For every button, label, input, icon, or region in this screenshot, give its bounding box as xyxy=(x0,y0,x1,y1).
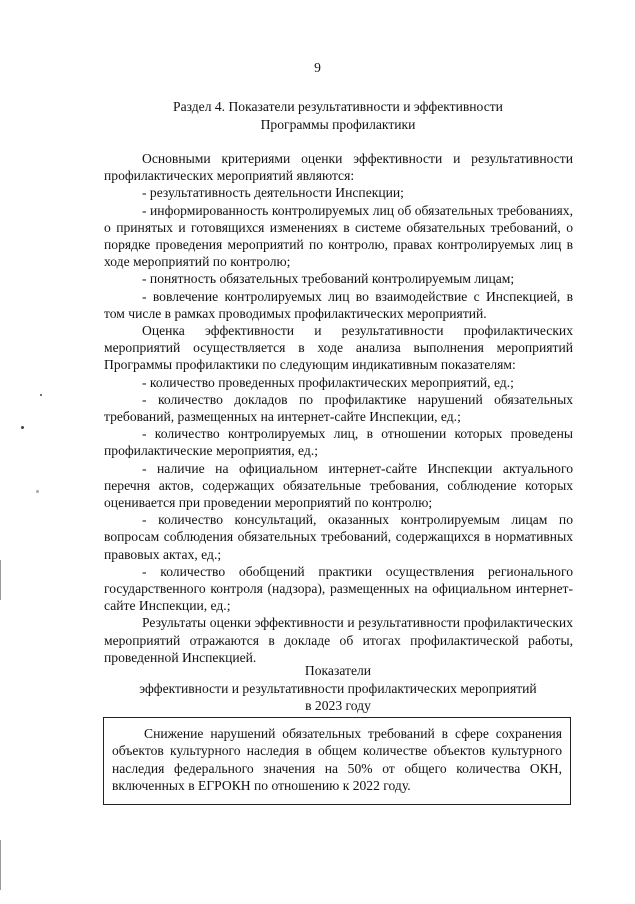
paragraph-indicators-intro: Оценка эффективности и результативности профилактических мероприятий осуществляется в ходе анализа выполнения мероприятий Программы профилактики по следующим индикативным показателям: xyxy=(104,323,573,373)
target-box xyxy=(103,717,571,805)
body-text xyxy=(104,150,573,666)
list-item-indicator: - количество докладов по профилактике нарушений обязательных требований, размещенных на интернет-сайте Инспекции, ед.; xyxy=(104,391,573,425)
indicators-title-line-2: эффективности и результативности профилактических мероприятий xyxy=(139,680,537,696)
list-item-criteria: - понятность обязательных требований контролируемым лицам; xyxy=(142,271,515,287)
section-title xyxy=(102,98,574,133)
indicators-title xyxy=(102,662,574,715)
section-title-line-2: Программы профилактики xyxy=(260,116,416,132)
scan-edge-line xyxy=(0,840,1,890)
list-item-criteria: - результативность деятельности Инспекции; xyxy=(142,185,404,201)
list-item-indicator: - количество контролируемых лиц, в отношении которых проведены профилактические мероприятия, ед.; xyxy=(104,426,573,459)
page-number: 9 xyxy=(314,60,321,75)
scan-dot xyxy=(21,426,24,429)
list-item-criteria: - информированность контролируемых лиц об обязательных требованиях, о принятых и готовящихся изменениях в системе обязательных требований, о порядке проведения мероприятий по контролю, правах контролируемых лиц в ходе мероприятий по контролю; xyxy=(104,202,573,270)
list-item-indicator: - количество консультаций, оказанных контролируемым лицам по вопросам соблюдения обязательных требований, содержащихся в нормативных правовых актах, ед.; xyxy=(104,512,573,562)
list-item-indicator: - наличие на официальном интернет-сайте Инспекции актуального перечня актов, содержащих обязательные требования, соблюдение которых оценивается при проведении мероприятий по контролю; xyxy=(104,460,573,511)
list-item-criteria: - вовлечение контролируемых лиц во взаимодействие с Инспекцией, в том числе в рамках проводимых профилактических мероприятий. xyxy=(104,288,573,321)
paragraph-results: Результаты оценки эффективности и результативности профилактических мероприятий отражаются в докладе об итогах профилактической работы, проведенной Инспекцией. xyxy=(104,615,573,665)
target-box-text: Снижение нарушений обязательных требований в сфере сохранения объектов культурного наследия в общем количестве объектов культурного наследия федерального значения на 50% от общего количества ОКН, включенных в ЕГРОКН по отношению к 2022 году. xyxy=(112,726,562,794)
list-item-indicator: - количество обобщений практики осуществления регионального государственного контроля (надзора), размещенных на официальном интернет-сайте Инспекции, ед.; xyxy=(104,563,573,614)
list-item-indicator: - количество проведенных профилактических мероприятий, ед.; xyxy=(142,374,514,390)
section-title-line-1: Раздел 4. Показатели результативности и эффективности xyxy=(173,99,503,114)
scan-dot xyxy=(40,394,42,396)
indicators-title-line-3: в 2023 году xyxy=(305,698,371,713)
indicators-title-line-1: Показатели xyxy=(304,663,372,678)
scan-dot xyxy=(36,490,39,493)
paragraph-criteria-intro: Основными критериями оценки эффективности и результативности профилактических мероприятий являются: xyxy=(104,151,573,184)
scan-edge-line xyxy=(0,560,1,600)
